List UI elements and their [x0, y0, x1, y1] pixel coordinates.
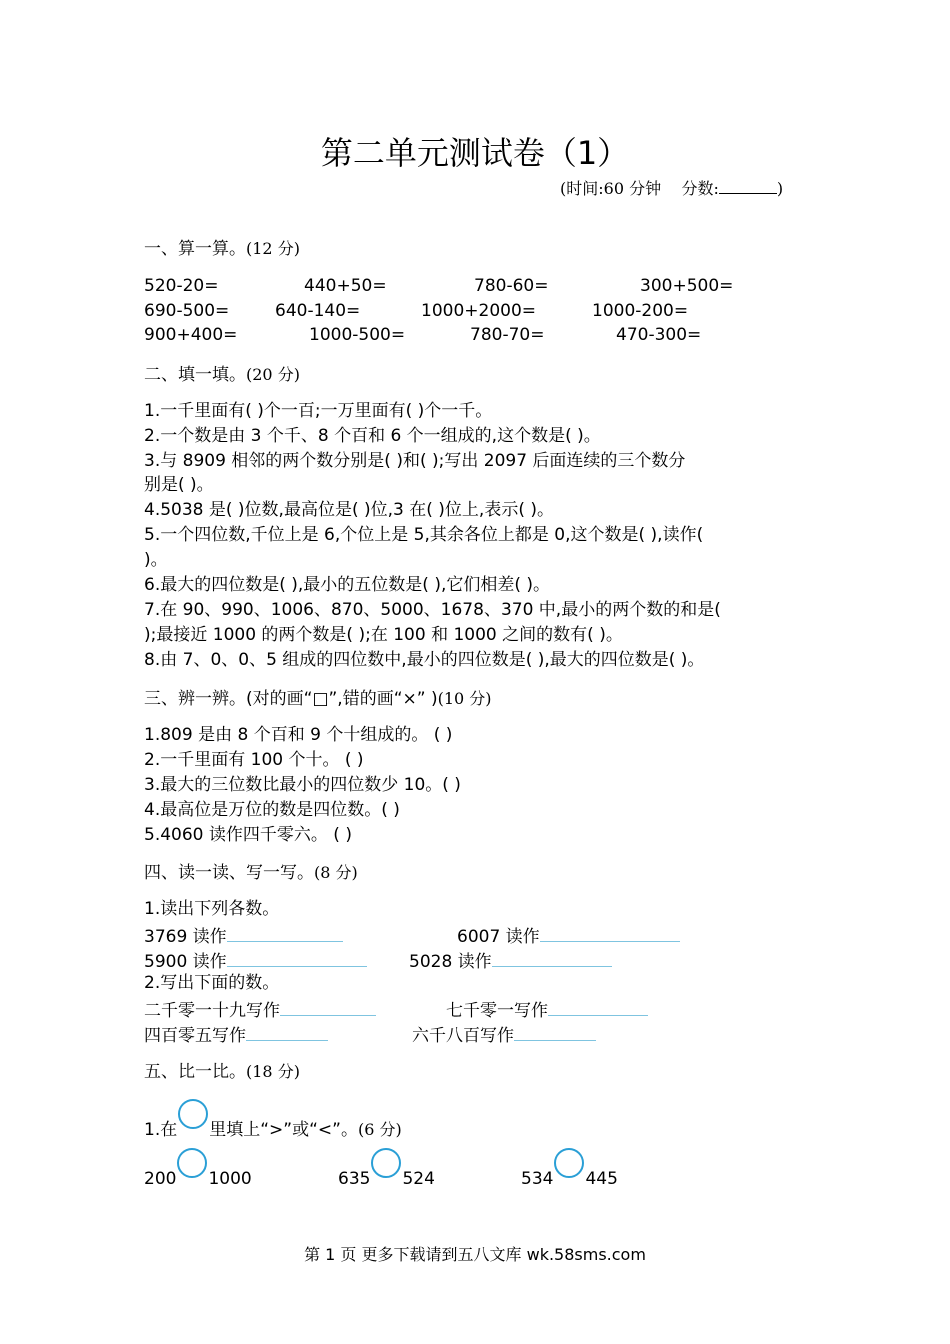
calc-item: 300+500=: [640, 276, 734, 296]
write-item: [144, 996, 376, 1021]
judge-question: 5.4060 读作四千零六。 ( ): [144, 825, 352, 845]
fill-question: 2.一个数是由 3 个千、8 个百和 6 个一组成的,这个数是( )。: [144, 426, 601, 446]
section-1-title: 一、算一算。: [144, 239, 246, 259]
circle-icon: [178, 1099, 208, 1129]
write-item-label: 六千八百写作: [412, 1026, 514, 1046]
score-label: 分数:: [681, 179, 719, 198]
compare-item: [144, 1160, 252, 1190]
instruction-text: 1.在: [144, 1120, 178, 1140]
fill-question: 6.最大的四位数是( ),最小的五位数是( ),它们相差( )。: [144, 575, 551, 595]
write-item: [144, 1021, 328, 1046]
compare-circle[interactable]: [554, 1148, 584, 1178]
section-3-heading: [144, 688, 492, 710]
answer-line[interactable]: [280, 999, 376, 1016]
section-5-points: (18 分): [246, 1062, 300, 1081]
answer-line[interactable]: [227, 950, 367, 967]
answer-line[interactable]: [227, 925, 343, 942]
compare-left: 534: [521, 1169, 554, 1189]
judge-question: 2.一千里面有 100 个十。 ( ): [144, 750, 364, 770]
judge-question: 1.809 是由 8 个百和 9 个十组成的。 ( ): [144, 725, 453, 745]
write-item-label: 四百零五写作: [144, 1026, 246, 1046]
instruction-text: 里填上“>”或“<”。: [209, 1120, 358, 1140]
section-4-title: 四、读一读、写一写。: [144, 863, 314, 883]
compare-circle[interactable]: [177, 1148, 207, 1178]
calc-item: 780-60=: [474, 276, 549, 296]
fill-question: );最接近 1000 的两个数是( );在 100 和 1000 之间的数有( )。: [144, 625, 623, 645]
fill-question: 7.在 90、990、1006、870、5000、1678、370 中,最小的两个数的和是(: [144, 600, 721, 620]
time-label: (时间:60 分钟: [560, 179, 662, 198]
answer-line[interactable]: [548, 999, 648, 1016]
fill-question: 4.5038 是( )位数,最高位是( )位,3 在( )位上,表示( )。: [144, 500, 554, 520]
compare-item: [338, 1160, 435, 1190]
section-2-heading: [144, 364, 300, 386]
compare-right: 1000: [208, 1169, 252, 1189]
read-item: [409, 947, 612, 972]
fill-question: 3.与 8909 相邻的两个数分别是( )和( );写出 2097 后面连续的三个数分: [144, 451, 686, 471]
calc-item: 900+400=: [144, 325, 238, 345]
compare-circle[interactable]: [371, 1148, 401, 1178]
write-item: [412, 1021, 596, 1046]
fill-question: )。: [144, 550, 168, 570]
section-4-heading: [144, 862, 358, 884]
write-item-label: 二千零一十九写作: [144, 1001, 280, 1021]
section-5-heading: [144, 1061, 300, 1083]
calc-item: 780-70=: [470, 325, 545, 345]
score-blank: [719, 179, 777, 194]
meta-close: ): [776, 179, 784, 198]
compare-right: 524: [402, 1169, 435, 1189]
calc-item: 690-500=: [144, 301, 230, 321]
section-4-points: (8 分): [314, 863, 358, 882]
read-item: [144, 922, 343, 947]
calc-item: 470-300=: [616, 325, 702, 345]
read-item: [457, 922, 680, 947]
section-5-title: 五、比一比。: [144, 1062, 246, 1082]
page-footer: 第 1 页 更多下载请到五八文库 wk.58sms.com: [304, 1245, 646, 1264]
calc-item: 440+50=: [304, 276, 387, 296]
fill-question: 别是( )。: [144, 475, 214, 495]
question-points: (6 分): [357, 1120, 402, 1139]
calc-item: 1000-500=: [309, 325, 406, 345]
read-subheading: 1.读出下列各数。: [144, 899, 280, 919]
read-item-label: 6007 读作: [457, 927, 540, 947]
write-item-label: 七千零一写作: [446, 1001, 548, 1021]
fill-question: 5.一个四位数,千位上是 6,个位上是 5,其余各位上都是 0,这个数是( ),读作(: [144, 525, 704, 545]
read-item-label: 3769 读作: [144, 927, 227, 947]
calc-item: 640-140=: [275, 301, 361, 321]
write-item: [446, 996, 648, 1021]
calc-item: 520-20=: [144, 276, 219, 296]
compare-left: 635: [338, 1169, 371, 1189]
compare-left: 200: [144, 1169, 177, 1189]
compare-instruction: [144, 1111, 402, 1141]
section-1-heading: [144, 238, 300, 260]
section-3-points: (10 分): [437, 689, 492, 708]
judge-question: 3.最大的三位数比最小的四位数少 10。( ): [144, 775, 461, 795]
section-1-points: (12 分): [246, 239, 300, 258]
judge-question: 4.最高位是万位的数是四位数。( ): [144, 800, 400, 820]
section-2-title: 二、填一填。: [144, 365, 246, 385]
compare-item: [521, 1160, 618, 1190]
read-item-label: 5900 读作: [144, 952, 227, 972]
calc-item: 1000-200=: [592, 301, 689, 321]
answer-line[interactable]: [492, 950, 612, 967]
answer-line[interactable]: [540, 925, 680, 942]
section-3-title: 三、辨一辨。(对的画“□”,错的画“×” ): [144, 689, 438, 709]
compare-right: 445: [585, 1169, 618, 1189]
read-item: [144, 947, 367, 972]
answer-line[interactable]: [246, 1024, 328, 1041]
page-title: 第二单元测试卷（1）: [320, 134, 630, 172]
write-subheading: 2.写出下面的数。: [144, 973, 280, 993]
section-2-points: (20 分): [246, 365, 300, 384]
fill-question: 8.由 7、0、0、5 组成的四位数中,最小的四位数是( ),最大的四位数是( )。: [144, 650, 705, 670]
meta-info: [560, 176, 783, 199]
calc-item: 1000+2000=: [421, 301, 537, 321]
answer-line[interactable]: [514, 1024, 596, 1041]
fill-question: 1.一千里面有( )个一百;一万里面有( )个一千。: [144, 401, 493, 421]
read-item-label: 5028 读作: [409, 952, 492, 972]
